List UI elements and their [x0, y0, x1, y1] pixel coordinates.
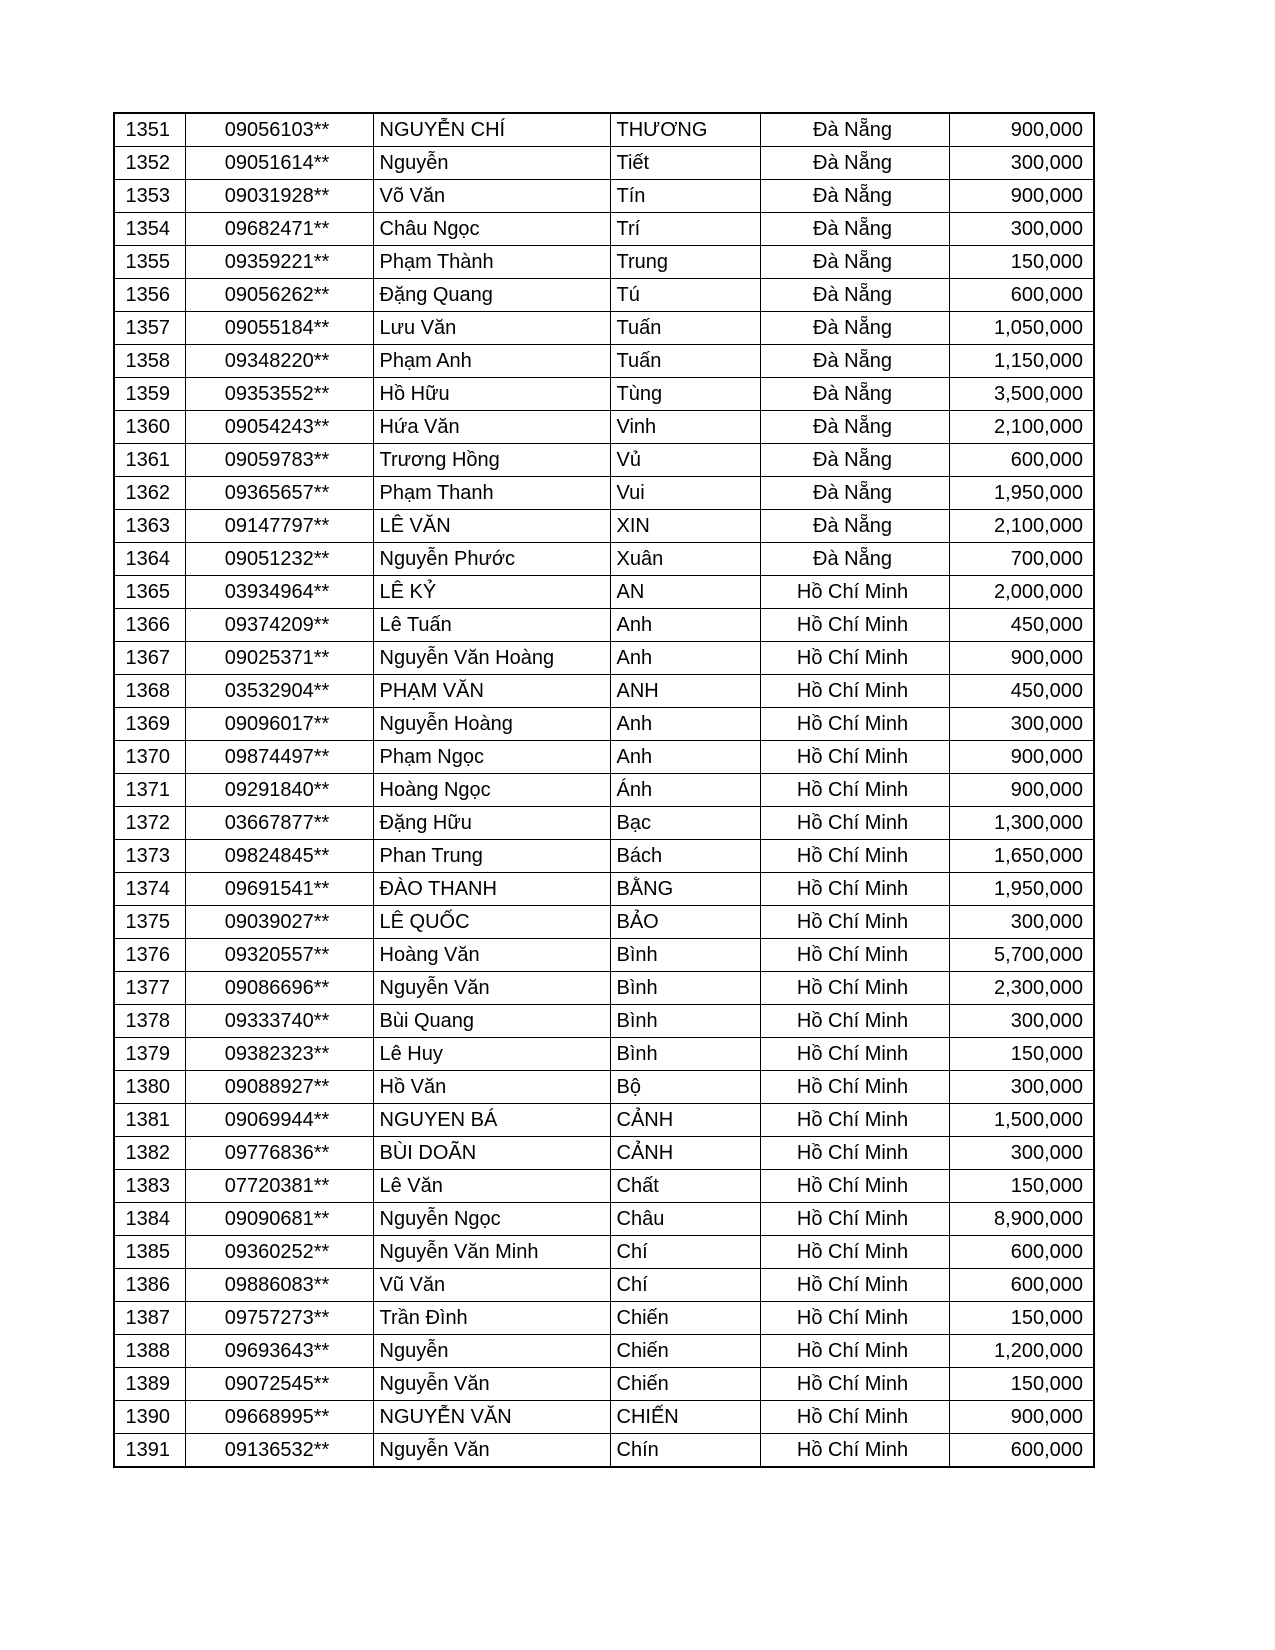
table-row: [114, 411, 1094, 444]
city-cell: Hồ Chí Minh: [760, 906, 949, 939]
surname-cell: Nguyễn Văn: [373, 1368, 610, 1401]
row-number-cell: 1375: [114, 906, 185, 939]
given-name-cell: BẢO: [610, 906, 760, 939]
amount-cell: 900,000: [949, 642, 1094, 675]
surname-cell: Hứa Văn: [373, 411, 610, 444]
surname-cell: Nguyễn Hoàng: [373, 708, 610, 741]
phone-cell: 03532904**: [185, 675, 373, 708]
row-number-cell: 1359: [114, 378, 185, 411]
city-cell: Đà Nẵng: [760, 444, 949, 477]
phone-cell: 09668995**: [185, 1401, 373, 1434]
given-name-cell: Chiến: [610, 1335, 760, 1368]
city-cell: Đà Nẵng: [760, 411, 949, 444]
phone-cell: 09090681**: [185, 1203, 373, 1236]
amount-cell: 900,000: [949, 774, 1094, 807]
surname-cell: Phạm Anh: [373, 345, 610, 378]
surname-cell: PHẠM VĂN: [373, 675, 610, 708]
table-row: [114, 741, 1094, 774]
amount-cell: 300,000: [949, 1137, 1094, 1170]
city-cell: Đà Nẵng: [760, 345, 949, 378]
amount-cell: 1,950,000: [949, 477, 1094, 510]
phone-cell: 09069944**: [185, 1104, 373, 1137]
row-number-cell: 1367: [114, 642, 185, 675]
table-row: [114, 807, 1094, 840]
surname-cell: Đặng Hữu: [373, 807, 610, 840]
surname-cell: Châu Ngọc: [373, 213, 610, 246]
phone-cell: 09291840**: [185, 774, 373, 807]
amount-cell: 600,000: [949, 444, 1094, 477]
surname-cell: NGUYỄN VĂN: [373, 1401, 610, 1434]
surname-cell: Hồ Văn: [373, 1071, 610, 1104]
phone-cell: 09693643**: [185, 1335, 373, 1368]
phone-cell: 09365657**: [185, 477, 373, 510]
row-number-cell: 1366: [114, 609, 185, 642]
phone-cell: 09333740**: [185, 1005, 373, 1038]
given-name-cell: Chất: [610, 1170, 760, 1203]
given-name-cell: Bộ: [610, 1071, 760, 1104]
phone-cell: 09757273**: [185, 1302, 373, 1335]
phone-cell: 09353552**: [185, 378, 373, 411]
row-number-cell: 1374: [114, 873, 185, 906]
city-cell: Hồ Chí Minh: [760, 741, 949, 774]
row-number-cell: 1380: [114, 1071, 185, 1104]
phone-cell: 09682471**: [185, 213, 373, 246]
row-number-cell: 1360: [114, 411, 185, 444]
table-row: [114, 444, 1094, 477]
row-number-cell: 1370: [114, 741, 185, 774]
city-cell: Hồ Chí Minh: [760, 840, 949, 873]
table-row: [114, 213, 1094, 246]
table-row: [114, 1203, 1094, 1236]
surname-cell: Nguyễn Ngọc: [373, 1203, 610, 1236]
amount-cell: 900,000: [949, 741, 1094, 774]
city-cell: Đà Nẵng: [760, 279, 949, 312]
table-row: [114, 972, 1094, 1005]
city-cell: Hồ Chí Minh: [760, 708, 949, 741]
city-cell: Hồ Chí Minh: [760, 873, 949, 906]
row-number-cell: 1381: [114, 1104, 185, 1137]
surname-cell: NGUYỄN CHÍ: [373, 113, 610, 147]
table-row: [114, 675, 1094, 708]
given-name-cell: Bạc: [610, 807, 760, 840]
table-row: [114, 378, 1094, 411]
surname-cell: Vũ Văn: [373, 1269, 610, 1302]
table-row: [114, 147, 1094, 180]
city-cell: Đà Nẵng: [760, 180, 949, 213]
surname-cell: LÊ VĂN: [373, 510, 610, 543]
given-name-cell: Anh: [610, 642, 760, 675]
surname-cell: Lê Huy: [373, 1038, 610, 1071]
row-number-cell: 1391: [114, 1434, 185, 1468]
given-name-cell: Vui: [610, 477, 760, 510]
given-name-cell: Trung: [610, 246, 760, 279]
phone-cell: 09691541**: [185, 873, 373, 906]
row-number-cell: 1363: [114, 510, 185, 543]
amount-cell: 2,100,000: [949, 510, 1094, 543]
phone-cell: 09039027**: [185, 906, 373, 939]
surname-cell: Hoàng Ngọc: [373, 774, 610, 807]
amount-cell: 5,700,000: [949, 939, 1094, 972]
city-cell: Hồ Chí Minh: [760, 1038, 949, 1071]
amount-cell: 150,000: [949, 1170, 1094, 1203]
phone-cell: 09051232**: [185, 543, 373, 576]
city-cell: Hồ Chí Minh: [760, 807, 949, 840]
amount-cell: 900,000: [949, 1401, 1094, 1434]
surname-cell: Lưu Văn: [373, 312, 610, 345]
given-name-cell: CHIẾN: [610, 1401, 760, 1434]
amount-cell: 600,000: [949, 1236, 1094, 1269]
row-number-cell: 1389: [114, 1368, 185, 1401]
table-row: [114, 1236, 1094, 1269]
amount-cell: 300,000: [949, 213, 1094, 246]
table-row: [114, 1368, 1094, 1401]
given-name-cell: Bách: [610, 840, 760, 873]
row-number-cell: 1372: [114, 807, 185, 840]
phone-cell: 09031928**: [185, 180, 373, 213]
phone-cell: 03667877**: [185, 807, 373, 840]
city-cell: Hồ Chí Minh: [760, 609, 949, 642]
table-row: [114, 246, 1094, 279]
city-cell: Hồ Chí Minh: [760, 1368, 949, 1401]
table-row: [114, 873, 1094, 906]
table-row: [114, 840, 1094, 873]
given-name-cell: Xuân: [610, 543, 760, 576]
table-row: [114, 1401, 1094, 1434]
city-cell: Đà Nẵng: [760, 312, 949, 345]
table-row: [114, 1170, 1094, 1203]
data-table: [113, 112, 1095, 1468]
amount-cell: 900,000: [949, 180, 1094, 213]
amount-cell: 300,000: [949, 1071, 1094, 1104]
given-name-cell: Tuấn: [610, 312, 760, 345]
phone-cell: 09320557**: [185, 939, 373, 972]
row-number-cell: 1361: [114, 444, 185, 477]
table-row: [114, 1005, 1094, 1038]
city-cell: Hồ Chí Minh: [760, 1203, 949, 1236]
row-number-cell: 1382: [114, 1137, 185, 1170]
surname-cell: LÊ QUỐC: [373, 906, 610, 939]
phone-cell: 09072545**: [185, 1368, 373, 1401]
row-number-cell: 1384: [114, 1203, 185, 1236]
table-row: [114, 1137, 1094, 1170]
row-number-cell: 1354: [114, 213, 185, 246]
amount-cell: 450,000: [949, 675, 1094, 708]
row-number-cell: 1388: [114, 1335, 185, 1368]
surname-cell: Nguyễn: [373, 147, 610, 180]
table-row: [114, 345, 1094, 378]
given-name-cell: Tú: [610, 279, 760, 312]
row-number-cell: 1352: [114, 147, 185, 180]
given-name-cell: Tiết: [610, 147, 760, 180]
surname-cell: Nguyễn Văn: [373, 1434, 610, 1468]
row-number-cell: 1353: [114, 180, 185, 213]
phone-cell: 09086696**: [185, 972, 373, 1005]
phone-cell: 07720381**: [185, 1170, 373, 1203]
row-number-cell: 1378: [114, 1005, 185, 1038]
amount-cell: 150,000: [949, 246, 1094, 279]
given-name-cell: Chí: [610, 1236, 760, 1269]
table-row: [114, 1335, 1094, 1368]
amount-cell: 300,000: [949, 1005, 1094, 1038]
phone-cell: 09056262**: [185, 279, 373, 312]
phone-cell: 09382323**: [185, 1038, 373, 1071]
surname-cell: Nguyễn Văn Hoàng: [373, 642, 610, 675]
phone-cell: 09025371**: [185, 642, 373, 675]
surname-cell: Trương Hồng: [373, 444, 610, 477]
surname-cell: Nguyễn Văn Minh: [373, 1236, 610, 1269]
city-cell: Đà Nẵng: [760, 510, 949, 543]
row-number-cell: 1379: [114, 1038, 185, 1071]
amount-cell: 600,000: [949, 1434, 1094, 1468]
city-cell: Đà Nẵng: [760, 213, 949, 246]
city-cell: Đà Nẵng: [760, 543, 949, 576]
phone-cell: 09056103**: [185, 113, 373, 147]
given-name-cell: Ánh: [610, 774, 760, 807]
city-cell: Hồ Chí Minh: [760, 972, 949, 1005]
amount-cell: 1,200,000: [949, 1335, 1094, 1368]
given-name-cell: Vinh: [610, 411, 760, 444]
city-cell: Hồ Chí Minh: [760, 1401, 949, 1434]
table-row: [114, 1104, 1094, 1137]
given-name-cell: Tùng: [610, 378, 760, 411]
given-name-cell: AN: [610, 576, 760, 609]
table-row: [114, 1038, 1094, 1071]
surname-cell: Hồ Hữu: [373, 378, 610, 411]
amount-cell: 2,300,000: [949, 972, 1094, 1005]
table-row: [114, 180, 1094, 213]
table-row: [114, 510, 1094, 543]
amount-cell: 150,000: [949, 1368, 1094, 1401]
phone-cell: 09360252**: [185, 1236, 373, 1269]
row-number-cell: 1365: [114, 576, 185, 609]
row-number-cell: 1364: [114, 543, 185, 576]
surname-cell: Trần Đình: [373, 1302, 610, 1335]
given-name-cell: Chí: [610, 1269, 760, 1302]
phone-cell: 09147797**: [185, 510, 373, 543]
phone-cell: 09359221**: [185, 246, 373, 279]
table-row: [114, 477, 1094, 510]
amount-cell: 300,000: [949, 147, 1094, 180]
surname-cell: Phạm Ngọc: [373, 741, 610, 774]
given-name-cell: Chín: [610, 1434, 760, 1468]
row-number-cell: 1386: [114, 1269, 185, 1302]
row-number-cell: 1373: [114, 840, 185, 873]
phone-cell: 09096017**: [185, 708, 373, 741]
city-cell: Hồ Chí Minh: [760, 1005, 949, 1038]
city-cell: Hồ Chí Minh: [760, 675, 949, 708]
amount-cell: 300,000: [949, 906, 1094, 939]
surname-cell: Đặng Quang: [373, 279, 610, 312]
row-number-cell: 1368: [114, 675, 185, 708]
row-number-cell: 1387: [114, 1302, 185, 1335]
table-row: [114, 279, 1094, 312]
table-row: [114, 543, 1094, 576]
amount-cell: 2,100,000: [949, 411, 1094, 444]
table-row: [114, 113, 1094, 147]
city-cell: Hồ Chí Minh: [760, 642, 949, 675]
amount-cell: 600,000: [949, 1269, 1094, 1302]
row-number-cell: 1376: [114, 939, 185, 972]
table-row: [114, 939, 1094, 972]
phone-cell: 09059783**: [185, 444, 373, 477]
surname-cell: Nguyễn: [373, 1335, 610, 1368]
row-number-cell: 1351: [114, 113, 185, 147]
phone-cell: 09886083**: [185, 1269, 373, 1302]
table-row: [114, 1302, 1094, 1335]
city-cell: Hồ Chí Minh: [760, 1071, 949, 1104]
surname-cell: BÙI DOÃN: [373, 1137, 610, 1170]
amount-cell: 150,000: [949, 1038, 1094, 1071]
phone-cell: 09054243**: [185, 411, 373, 444]
amount-cell: 450,000: [949, 609, 1094, 642]
row-number-cell: 1357: [114, 312, 185, 345]
given-name-cell: CẢNH: [610, 1104, 760, 1137]
given-name-cell: Trí: [610, 213, 760, 246]
city-cell: Hồ Chí Minh: [760, 774, 949, 807]
city-cell: Hồ Chí Minh: [760, 1236, 949, 1269]
city-cell: Hồ Chí Minh: [760, 1302, 949, 1335]
amount-cell: 1,050,000: [949, 312, 1094, 345]
surname-cell: Võ Văn: [373, 180, 610, 213]
table-row: [114, 609, 1094, 642]
given-name-cell: Châu: [610, 1203, 760, 1236]
given-name-cell: Vủ: [610, 444, 760, 477]
amount-cell: 2,000,000: [949, 576, 1094, 609]
row-number-cell: 1371: [114, 774, 185, 807]
amount-cell: 900,000: [949, 113, 1094, 147]
given-name-cell: Bình: [610, 972, 760, 1005]
given-name-cell: Bình: [610, 1038, 760, 1071]
given-name-cell: Anh: [610, 741, 760, 774]
surname-cell: Nguyễn Văn: [373, 972, 610, 1005]
city-cell: Hồ Chí Minh: [760, 1104, 949, 1137]
phone-cell: 09051614**: [185, 147, 373, 180]
given-name-cell: Tuấn: [610, 345, 760, 378]
table-row: [114, 1434, 1094, 1468]
table-row: [114, 312, 1094, 345]
surname-cell: Hoàng Văn: [373, 939, 610, 972]
surname-cell: LÊ KỶ: [373, 576, 610, 609]
phone-cell: 09874497**: [185, 741, 373, 774]
city-cell: Hồ Chí Minh: [760, 939, 949, 972]
given-name-cell: BẰNG: [610, 873, 760, 906]
given-name-cell: Tín: [610, 180, 760, 213]
phone-cell: 09776836**: [185, 1137, 373, 1170]
phone-cell: 09136532**: [185, 1434, 373, 1468]
amount-cell: 300,000: [949, 708, 1094, 741]
given-name-cell: Bình: [610, 1005, 760, 1038]
given-name-cell: Anh: [610, 609, 760, 642]
amount-cell: 1,150,000: [949, 345, 1094, 378]
phone-cell: 09824845**: [185, 840, 373, 873]
given-name-cell: XIN: [610, 510, 760, 543]
table-row: [114, 642, 1094, 675]
given-name-cell: CẢNH: [610, 1137, 760, 1170]
surname-cell: Phạm Thành: [373, 246, 610, 279]
given-name-cell: Chiến: [610, 1302, 760, 1335]
surname-cell: Bùi Quang: [373, 1005, 610, 1038]
amount-cell: 1,650,000: [949, 840, 1094, 873]
surname-cell: Phạm Thanh: [373, 477, 610, 510]
city-cell: Hồ Chí Minh: [760, 1269, 949, 1302]
table-row: [114, 774, 1094, 807]
city-cell: Đà Nẵng: [760, 147, 949, 180]
given-name-cell: Bình: [610, 939, 760, 972]
amount-cell: 600,000: [949, 279, 1094, 312]
row-number-cell: 1377: [114, 972, 185, 1005]
row-number-cell: 1358: [114, 345, 185, 378]
amount-cell: 150,000: [949, 1302, 1094, 1335]
amount-cell: 700,000: [949, 543, 1094, 576]
surname-cell: Nguyễn Phước: [373, 543, 610, 576]
table-row: [114, 1071, 1094, 1104]
amount-cell: 1,950,000: [949, 873, 1094, 906]
city-cell: Đà Nẵng: [760, 113, 949, 147]
city-cell: Hồ Chí Minh: [760, 1137, 949, 1170]
amount-cell: 1,500,000: [949, 1104, 1094, 1137]
given-name-cell: Chiến: [610, 1368, 760, 1401]
table-row: [114, 576, 1094, 609]
city-cell: Đà Nẵng: [760, 246, 949, 279]
table-row: [114, 906, 1094, 939]
amount-cell: 3,500,000: [949, 378, 1094, 411]
city-cell: Đà Nẵng: [760, 477, 949, 510]
given-name-cell: Anh: [610, 708, 760, 741]
phone-cell: 09348220**: [185, 345, 373, 378]
phone-cell: 09088927**: [185, 1071, 373, 1104]
row-number-cell: 1362: [114, 477, 185, 510]
amount-cell: 8,900,000: [949, 1203, 1094, 1236]
city-cell: Hồ Chí Minh: [760, 1335, 949, 1368]
row-number-cell: 1383: [114, 1170, 185, 1203]
city-cell: Hồ Chí Minh: [760, 1170, 949, 1203]
city-cell: Đà Nẵng: [760, 378, 949, 411]
surname-cell: ĐÀO THANH: [373, 873, 610, 906]
phone-cell: 09055184**: [185, 312, 373, 345]
phone-cell: 03934964**: [185, 576, 373, 609]
phone-cell: 09374209**: [185, 609, 373, 642]
table-row: [114, 708, 1094, 741]
amount-cell: 1,300,000: [949, 807, 1094, 840]
surname-cell: Phan Trung: [373, 840, 610, 873]
given-name-cell: ANH: [610, 675, 760, 708]
row-number-cell: 1390: [114, 1401, 185, 1434]
row-number-cell: 1369: [114, 708, 185, 741]
row-number-cell: 1385: [114, 1236, 185, 1269]
table-body: [114, 113, 1094, 1467]
surname-cell: NGUYEN BÁ: [373, 1104, 610, 1137]
row-number-cell: 1356: [114, 279, 185, 312]
surname-cell: Lê Tuấn: [373, 609, 610, 642]
table-row: [114, 1269, 1094, 1302]
row-number-cell: 1355: [114, 246, 185, 279]
surname-cell: Lê Văn: [373, 1170, 610, 1203]
city-cell: Hồ Chí Minh: [760, 1434, 949, 1468]
city-cell: Hồ Chí Minh: [760, 576, 949, 609]
given-name-cell: THƯƠNG: [610, 113, 760, 147]
